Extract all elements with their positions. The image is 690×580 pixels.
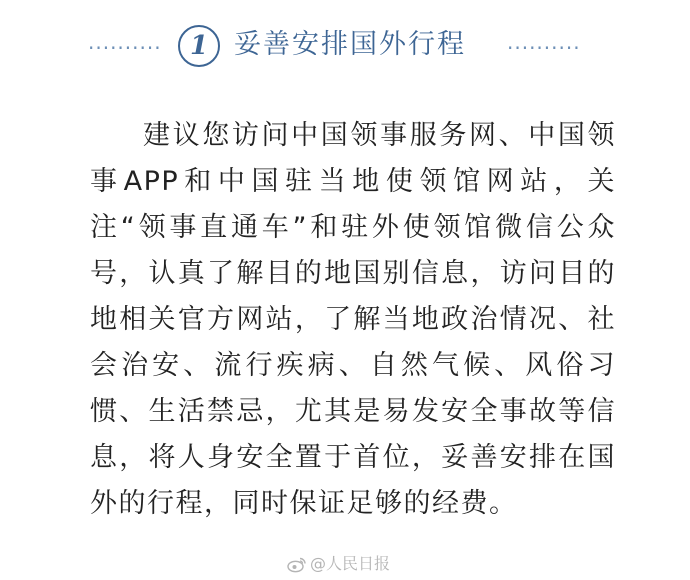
section-header: [0, 22, 690, 78]
decorative-dots-right: ··········: [507, 36, 581, 60]
body-paragraph: 建议您访问中国领事服务网、中国领事APP和中国驻当地使领馆网站，关注“领事直通车”和驻外使领馆微信公众号，认真了解目的地国别信息，访问目的地相关官方网站，了解当地政治情况、社会治安、流行疾病、自然气候、风俗习惯、生活禁忌，尤其是易发安全事故等信息，将人身安全置于首位，妥善安排在国外的行程，同时保证足够的经费。: [90, 120, 616, 519]
watermark-text: @人民日报: [310, 554, 391, 573]
section-title: 妥善安排国外行程: [234, 29, 466, 60]
section-number-badge: 1: [178, 25, 220, 67]
decorative-dots-left: ··········: [88, 36, 162, 60]
weibo-icon: [287, 556, 307, 573]
watermark: [287, 553, 390, 575]
